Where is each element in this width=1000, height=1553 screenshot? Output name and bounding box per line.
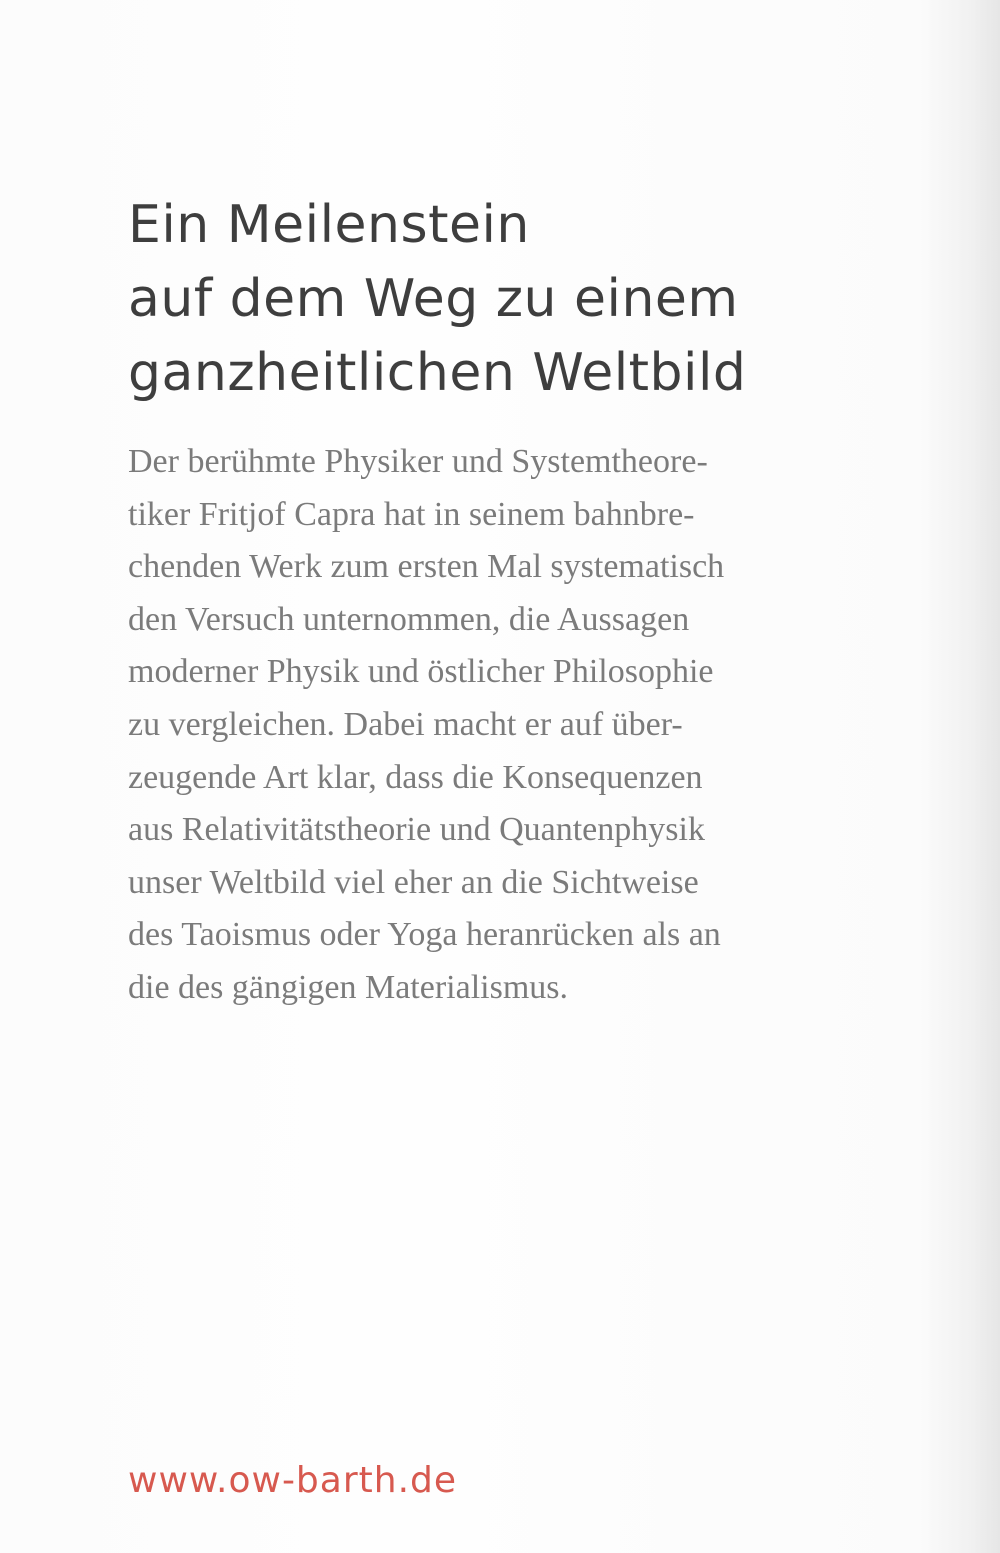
headline-line: Ein Meilenstein xyxy=(128,195,530,255)
blurb-paragraph xyxy=(128,436,888,1015)
blurb-line: chenden Werk zum ersten Mal systematisch xyxy=(128,548,725,586)
blurb-line: den Versuch unternommen, die Aussagen xyxy=(128,600,690,638)
blurb-line: moderner Physik und östlicher Philosophie xyxy=(128,653,714,691)
blurb-line: zu vergleichen. Dabei macht er auf über- xyxy=(128,705,683,743)
blurb-line: zeugende Art klar, dass die Konsequenzen xyxy=(128,758,703,796)
blurb-line: tiker Fritjof Capra hat in seinem bahnbre- xyxy=(128,495,695,533)
publisher-website: www.ow-barth.de xyxy=(128,1460,458,1501)
headline-line: auf dem Weg zu einem xyxy=(128,269,739,329)
headline xyxy=(128,188,928,410)
blurb-line: unser Weltbild viel eher an die Sichtweise xyxy=(128,863,699,901)
blurb-line: des Taoismus oder Yoga heranrücken als an xyxy=(128,916,721,954)
blurb-line: die des gängigen Materialismus. xyxy=(128,968,569,1006)
blurb-line: Der berühmte Physiker und Systemtheore- xyxy=(128,443,708,480)
blurb-line: aus Relativitätstheorie und Quantenphysik xyxy=(128,811,705,849)
headline-line: ganzheitlichen Weltbild xyxy=(128,343,747,403)
